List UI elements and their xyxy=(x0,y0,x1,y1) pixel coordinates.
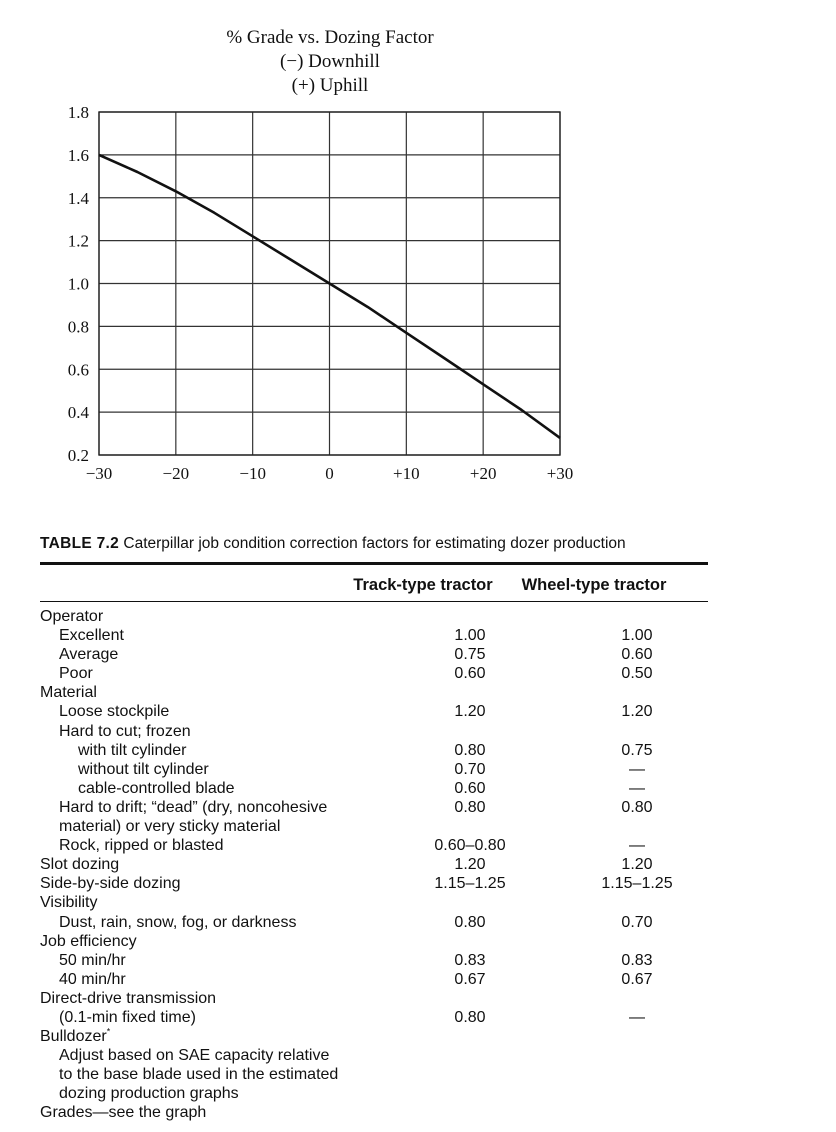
row-label: with tilt cylinder xyxy=(78,741,187,759)
wheel-value: 1.20 xyxy=(621,856,653,874)
wheel-value: — xyxy=(629,837,645,855)
wheel-value: 1.15–1.25 xyxy=(601,875,673,893)
row-label: Hard to cut; frozen xyxy=(59,722,191,740)
table-row xyxy=(40,779,720,798)
track-value: 0.70 xyxy=(454,760,486,778)
track-value: 0.67 xyxy=(454,970,486,988)
column-header-wheel: Wheel-type tractor xyxy=(521,576,667,594)
track-value: 0.80 xyxy=(454,1008,486,1026)
row-label: Direct-drive transmission xyxy=(40,989,217,1007)
wheel-value: 1.20 xyxy=(621,703,653,721)
track-value: 0.80 xyxy=(454,741,486,759)
x-tick-label: −10 xyxy=(239,464,266,483)
y-tick-label: 0.6 xyxy=(67,360,89,380)
track-value: 1.20 xyxy=(454,856,486,874)
row-label: Poor xyxy=(59,665,93,683)
y-tick-label: 1.2 xyxy=(67,231,89,251)
table-row xyxy=(40,1027,720,1046)
row-label: 40 min/hr xyxy=(59,970,126,988)
table-row xyxy=(40,1046,720,1065)
table-row xyxy=(40,645,720,664)
table-row xyxy=(40,683,720,702)
row-label: Dust, rain, snow, fog, or darkness xyxy=(59,913,297,931)
table-row xyxy=(40,874,720,893)
y-tick-label: 1.4 xyxy=(67,188,89,208)
row-label: Bulldozer* xyxy=(40,1026,111,1046)
row-label: Adjust based on SAE capacity relative xyxy=(59,1047,330,1065)
x-tick-label: −20 xyxy=(162,464,190,483)
table-caption-label: TABLE 7.2 xyxy=(40,535,120,552)
row-label: dozing production graphs xyxy=(59,1085,239,1103)
row-label: Side-by-side dozing xyxy=(40,875,181,893)
track-value: 0.60 xyxy=(454,779,486,797)
track-value: 0.60–0.80 xyxy=(434,837,506,855)
track-value: 0.60 xyxy=(454,665,486,683)
wheel-value: 0.83 xyxy=(621,951,653,969)
row-label: Average xyxy=(59,646,119,664)
table-row xyxy=(40,1065,720,1084)
table-row xyxy=(40,970,720,989)
wheel-value: 0.75 xyxy=(621,741,653,759)
y-tick-label: 1.6 xyxy=(67,145,89,165)
table-row xyxy=(40,1008,720,1027)
row-label: material) or very sticky material xyxy=(59,818,281,836)
table-header-rule xyxy=(40,601,708,602)
x-tick-label: +20 xyxy=(469,464,497,483)
grade-dozing-factor-chart xyxy=(0,0,836,500)
chart-subtitle-uphill: (+) Uphill xyxy=(291,75,369,96)
wheel-value: 0.50 xyxy=(621,665,653,683)
y-tick-label: 1.8 xyxy=(67,103,89,122)
table-row xyxy=(40,702,720,721)
row-label: without tilt cylinder xyxy=(78,760,209,778)
x-tick-label: 0 xyxy=(325,464,334,483)
table-body xyxy=(40,607,720,1123)
wheel-value: 0.80 xyxy=(621,798,653,816)
track-value: 1.00 xyxy=(454,627,486,645)
y-tick-label: 0.2 xyxy=(67,446,89,465)
table-row xyxy=(40,989,720,1008)
table-row xyxy=(40,1084,720,1103)
table-row xyxy=(40,893,720,912)
wheel-value: 1.00 xyxy=(621,627,653,645)
column-header-track: Track-type tractor xyxy=(353,576,493,594)
table-row xyxy=(40,798,720,817)
wheel-value: 0.70 xyxy=(621,913,653,931)
row-label: Excellent xyxy=(59,627,124,645)
row-label: Visibility xyxy=(40,894,98,912)
track-value: 0.83 xyxy=(454,951,486,969)
wheel-value: 0.60 xyxy=(621,646,653,664)
wheel-value: — xyxy=(629,779,645,797)
x-tick-label: +30 xyxy=(546,464,574,483)
table-row xyxy=(40,722,720,741)
chart-title: % Grade vs. Dozing Factor xyxy=(226,27,434,48)
footnote-marker: * xyxy=(106,1026,111,1037)
track-value: 0.80 xyxy=(454,798,486,816)
row-label: cable-controlled blade xyxy=(78,779,235,797)
row-label: Material xyxy=(40,684,97,702)
track-value: 1.15–1.25 xyxy=(434,875,506,893)
table-row xyxy=(40,855,720,874)
row-label: Operator xyxy=(40,608,104,625)
row-label: Grades—see the graph xyxy=(40,1104,207,1122)
y-tick-label: 0.4 xyxy=(67,403,89,423)
y-tick-label: 1.0 xyxy=(67,274,89,294)
row-label: Hard to drift; “dead” (dry, noncohesive xyxy=(59,798,328,816)
wheel-value: — xyxy=(629,760,645,778)
table-row xyxy=(40,932,720,951)
chart-subtitle-downhill: (−) Downhill xyxy=(280,51,380,72)
table-top-rule xyxy=(40,562,708,565)
wheel-value: 0.67 xyxy=(621,970,653,988)
row-label: Job efficiency xyxy=(40,932,137,950)
x-tick-label: −30 xyxy=(85,464,113,483)
table-row xyxy=(40,626,720,645)
table-row xyxy=(40,760,720,779)
x-tick-label: +10 xyxy=(393,464,420,483)
row-label: 50 min/hr xyxy=(59,951,126,969)
row-label: to the base blade used in the estimated xyxy=(59,1066,339,1084)
table-caption-text: Caterpillar job condition correction factors for estimating dozer production xyxy=(123,535,626,552)
wheel-value: — xyxy=(629,1008,645,1026)
row-label: Loose stockpile xyxy=(59,703,170,721)
table-row xyxy=(40,913,720,932)
track-value: 0.75 xyxy=(454,646,486,664)
table-row xyxy=(40,741,720,760)
table-row xyxy=(40,664,720,683)
row-label: (0.1-min fixed time) xyxy=(59,1008,196,1026)
table-row xyxy=(40,607,720,626)
track-value: 0.80 xyxy=(454,913,486,931)
table-row xyxy=(40,951,720,970)
y-tick-label: 0.8 xyxy=(67,317,89,337)
table-row xyxy=(40,836,720,855)
row-label: Rock, ripped or blasted xyxy=(59,837,224,855)
table-caption xyxy=(40,535,626,553)
track-value: 1.20 xyxy=(454,703,486,721)
row-label: Slot dozing xyxy=(40,856,120,874)
table-row xyxy=(40,817,720,836)
table-row xyxy=(40,1103,720,1122)
